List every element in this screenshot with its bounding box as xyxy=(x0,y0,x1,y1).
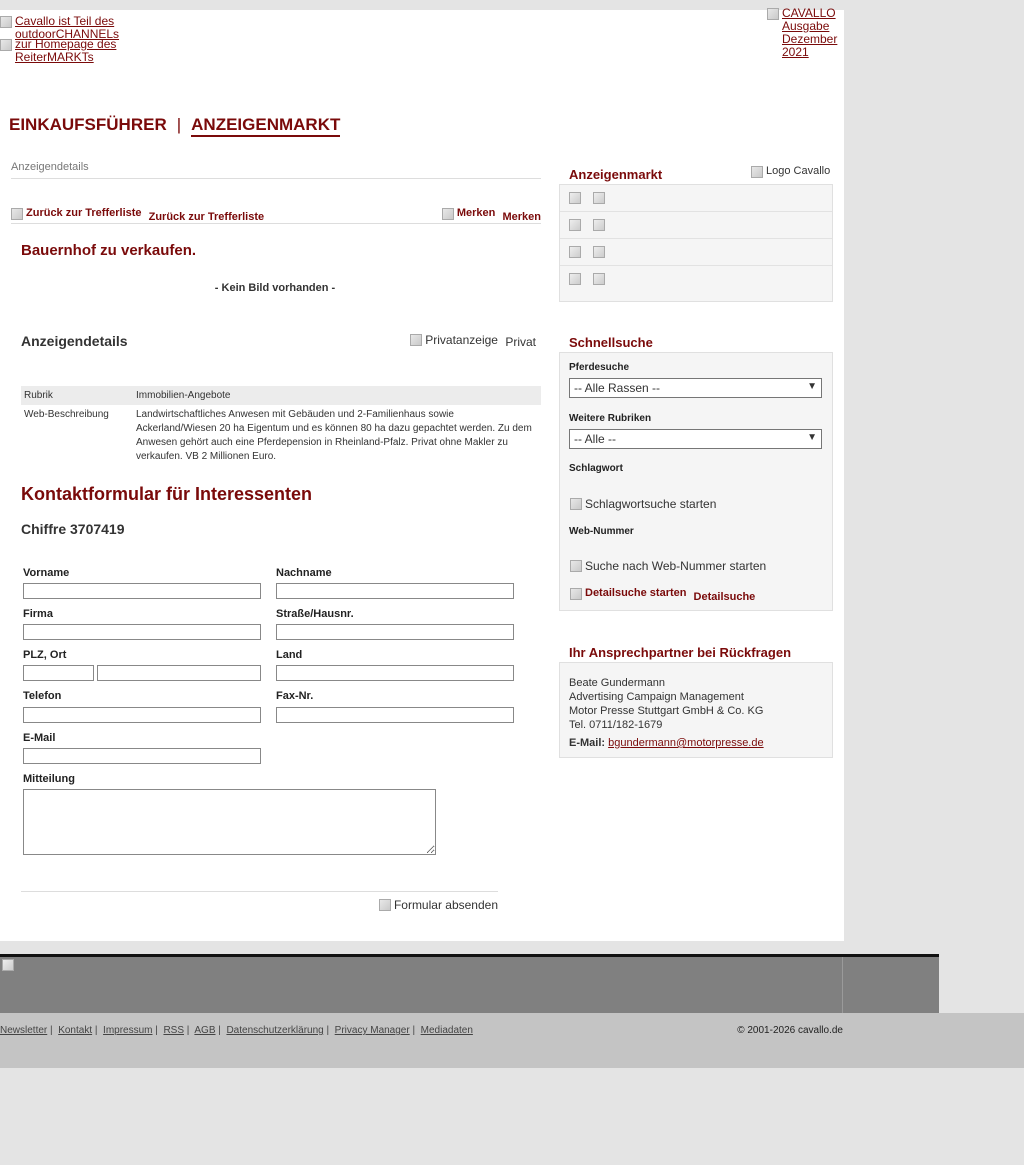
chevron-down-icon: ▼ xyxy=(807,432,817,443)
homepage-alt: zur Homepage des ReiterMARKTs xyxy=(15,37,117,64)
merken-icon-alt: Merken xyxy=(456,207,496,219)
back-link[interactable]: Zurück zur Trefferliste xyxy=(148,211,265,223)
webnummer-search-button[interactable] xyxy=(570,559,766,573)
footer-link-rss[interactable]: RSS xyxy=(163,1025,184,1036)
label-fax: Fax-Nr. xyxy=(276,690,314,702)
list-item xyxy=(560,239,832,266)
back-icon-alt: Zurück zur Trefferliste xyxy=(26,207,142,219)
issue-alt: CAVALLO Ausgabe Dezember 2021 xyxy=(782,6,838,59)
issue-link[interactable] xyxy=(767,7,837,59)
strasse-field[interactable] xyxy=(276,624,514,640)
nav-anzeigenmarkt[interactable]: ANZEIGENMARKT xyxy=(191,115,340,137)
pferdesuche-label: Pferdesuche xyxy=(569,362,630,373)
category-icon[interactable] xyxy=(593,219,605,231)
no-image-text: - Kein Bild vorhanden - xyxy=(214,282,336,294)
detailsuche-link[interactable]: Detailsuche xyxy=(693,591,756,603)
label-plz-ort: PLZ, Ort xyxy=(23,649,67,661)
contact-email-link[interactable]: bgundermann@motorpresse.de xyxy=(608,737,764,749)
detail-value: Immobilien-Angebote xyxy=(133,386,541,405)
label-strasse: Straße/Hausnr. xyxy=(276,608,354,620)
footer-link-newsletter[interactable]: Newsletter xyxy=(0,1025,48,1036)
list-item xyxy=(560,266,832,292)
cavallo-logo-alt: Logo Cavallo xyxy=(766,165,831,177)
ort-field[interactable] xyxy=(97,665,261,681)
webnummer-label: Web-Nummer xyxy=(569,526,634,537)
list-item xyxy=(560,185,832,212)
footer-link-datenschutz[interactable]: Datenschutzerklärung xyxy=(226,1025,324,1036)
pferdesuche-value: -- Alle Rassen -- xyxy=(574,381,661,395)
footer-link-kontakt[interactable]: Kontakt xyxy=(58,1025,93,1036)
label-vorname: Vorname xyxy=(23,567,70,579)
homepage-link[interactable] xyxy=(0,38,120,64)
fax-field[interactable] xyxy=(276,707,514,723)
submit-button[interactable] xyxy=(379,898,498,912)
firma-field[interactable] xyxy=(23,624,261,640)
category-icon[interactable] xyxy=(569,273,581,285)
email-label: E-Mail: xyxy=(569,737,606,749)
back-to-results[interactable] xyxy=(11,207,264,223)
schlagwort-button-alt: Schlagwortsuche starten xyxy=(585,497,717,511)
nachname-field[interactable] xyxy=(276,583,514,599)
category-icon[interactable] xyxy=(569,192,581,204)
cavallo-logo xyxy=(751,165,830,178)
ad-details-header xyxy=(21,333,536,349)
result-nav-row xyxy=(11,207,541,224)
page-content xyxy=(0,6,844,941)
footer-link-mediadaten[interactable]: Mediadaten xyxy=(420,1025,473,1036)
footer-link-impressum[interactable]: Impressum xyxy=(103,1025,153,1036)
schnellsuche-title: Schnellsuche xyxy=(569,335,653,350)
footer-link-privacy-manager[interactable]: Privacy Manager xyxy=(334,1025,410,1036)
anzeigenmarkt-box xyxy=(559,184,833,302)
top-nav xyxy=(9,115,340,135)
private-icon xyxy=(410,333,498,347)
category-icon[interactable] xyxy=(593,246,605,258)
contact-heading: Kontaktformular für Interessenten xyxy=(21,484,313,504)
merken-icon[interactable] xyxy=(442,207,496,220)
detail-search-icon[interactable] xyxy=(570,587,686,600)
detail-label: Rubrik xyxy=(21,386,133,405)
contact-company: Motor Presse Stuttgart GmbH & Co. KG xyxy=(569,705,764,717)
merken-link[interactable]: Merken xyxy=(502,211,541,223)
detail-value: Landwirtschaftliches Anwesen mit Gebäuden und 2-Familienhaus sowie Ackerland/Wiesen 20 ha Eigentum und es können 80 ha dazu gepachtet werden. Zu dem Anwesen gehört auch eine Pferdepension in Rheinland-Pfalz. Privat ohne Makler zu verkaufen. VB 2 Millionen Euro. xyxy=(136,409,532,462)
submit-row xyxy=(21,891,498,914)
label-nachname: Nachname xyxy=(276,567,332,579)
ansprechpartner-title: Ihr Ansprechpartner bei Rückfragen xyxy=(569,645,792,660)
anzeigenmarkt-title: Anzeigenmarkt xyxy=(569,167,663,182)
header-links xyxy=(0,15,120,64)
private-icon-alt: Privatanzeige xyxy=(425,333,498,347)
copyright: © 2001-2026 cavallo.de xyxy=(737,1025,843,1036)
schlagwort-label: Schlagwort xyxy=(569,463,623,474)
category-icon[interactable] xyxy=(593,273,605,285)
ad-title: Bauernhof zu verkaufen. xyxy=(21,242,197,259)
label-firma: Firma xyxy=(23,608,53,620)
detail-icon-alt: Detailsuche starten xyxy=(585,587,687,599)
ansprechpartner-box xyxy=(559,662,833,758)
schlagwort-search-button[interactable] xyxy=(570,497,716,511)
private-label: Privat xyxy=(505,335,536,349)
list-item xyxy=(560,212,832,239)
footer-banner xyxy=(0,957,939,1013)
detailsuche[interactable] xyxy=(570,587,755,603)
details-table xyxy=(21,386,541,466)
label-telefon: Telefon xyxy=(23,690,62,702)
category-icon[interactable] xyxy=(593,192,605,204)
vorname-field[interactable] xyxy=(23,583,261,599)
rubriken-select[interactable] xyxy=(569,429,822,449)
contact-name: Beate Gundermann xyxy=(569,677,666,689)
rubriken-label: Weitere Rubriken xyxy=(569,413,652,424)
chevron-down-icon: ▼ xyxy=(807,381,817,392)
table-row xyxy=(21,405,541,466)
chiffre: Chiffre 3707419 xyxy=(21,521,125,537)
mitteilung-field[interactable] xyxy=(23,789,436,855)
pferdesuche-select[interactable] xyxy=(569,378,822,398)
telefon-field[interactable] xyxy=(23,707,261,723)
footer-banner-image xyxy=(2,959,14,971)
issue-cover[interactable] xyxy=(767,7,837,59)
divider xyxy=(842,957,843,1013)
back-icon[interactable] xyxy=(11,207,142,220)
breadcrumb: Anzeigendetails xyxy=(11,161,541,179)
nav-einkaufsfuehrer[interactable]: EINKAUFSFÜHRER xyxy=(9,115,167,134)
webnummer-button-alt: Suche nach Web-Nummer starten xyxy=(585,559,767,573)
merken[interactable] xyxy=(442,207,541,223)
table-row xyxy=(21,386,541,405)
footer-links: Newsletter | Kontakt | Impressum | RSS | AGB | Datenschutzerklärung | Privacy Manager | Mediadaten xyxy=(0,1025,473,1036)
outdoor-channel-alt: Cavallo ist Teil des outdoorCHANNELs xyxy=(15,14,120,41)
contact-tel: Tel. 0711/182-1679 xyxy=(569,719,663,731)
email-field[interactable] xyxy=(23,748,261,764)
submit-alt: Formular absenden xyxy=(393,898,498,912)
detail-label: Web-Beschreibung xyxy=(24,409,109,420)
private-badge xyxy=(410,333,536,349)
footer xyxy=(0,1013,1024,1068)
label-email: E-Mail xyxy=(23,732,56,744)
plz-field[interactable] xyxy=(23,665,94,681)
schnellsuche-box xyxy=(559,352,833,611)
category-icon[interactable] xyxy=(569,219,581,231)
land-field[interactable] xyxy=(276,665,514,681)
category-icon[interactable] xyxy=(569,246,581,258)
footer-link-agb[interactable]: AGB xyxy=(194,1025,216,1036)
details-heading: Anzeigendetails xyxy=(21,333,128,349)
label-mitteilung: Mitteilung xyxy=(23,773,75,785)
rubriken-value: -- Alle -- xyxy=(574,432,616,446)
nav-separator: | xyxy=(176,115,182,134)
label-land: Land xyxy=(276,649,303,661)
contact-role: Advertising Campaign Management xyxy=(569,691,744,703)
